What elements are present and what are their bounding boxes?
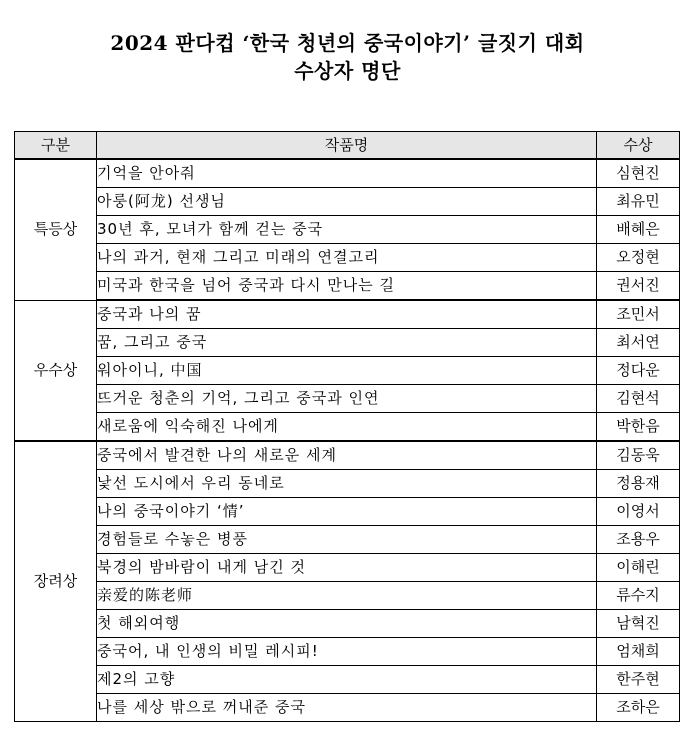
table-row [15, 188, 680, 216]
table-row [15, 272, 680, 301]
table-header-row [15, 132, 680, 160]
work-title-cell: 미국과 한국을 넘어 중국과 다시 만나는 길 [97, 272, 597, 301]
table-row [15, 554, 680, 582]
winner-name-cell: 권서진 [597, 272, 680, 301]
table-row [15, 441, 680, 470]
winner-name-cell: 최유민 [597, 188, 680, 216]
winner-name-cell: 엄채희 [597, 638, 680, 666]
work-title-cell: 뜨거운 청춘의 기억, 그리고 중국과 인연 [97, 385, 597, 413]
table-row [15, 329, 680, 357]
winner-name-cell: 김동욱 [597, 441, 680, 470]
winner-name-cell: 이영서 [597, 498, 680, 526]
document-title-line1: 2024 판다컵 ‘한국 청년의 중국이야기’ 글짓기 대회 [110, 31, 585, 55]
winner-name-cell: 정다운 [597, 357, 680, 385]
table-row [15, 666, 680, 694]
table-row [15, 300, 680, 329]
header-winner: 수상 [597, 132, 680, 160]
winner-name-cell: 김현석 [597, 385, 680, 413]
table-row [15, 470, 680, 498]
table-row [15, 526, 680, 554]
header-work: 작품명 [97, 132, 597, 160]
winner-name-cell: 오정현 [597, 244, 680, 272]
table-row [15, 159, 680, 188]
winner-name-cell: 심현진 [597, 159, 680, 188]
work-title-cell: 아룽(阿龙) 선생님 [97, 188, 597, 216]
work-title-cell: 새로움에 익숙해진 나에게 [97, 413, 597, 442]
winners-table [14, 131, 680, 722]
category-cell: 특등상 [15, 159, 97, 300]
work-title-cell: 꿈, 그리고 중국 [97, 329, 597, 357]
table-row [15, 610, 680, 638]
winner-name-cell: 이해린 [597, 554, 680, 582]
work-title-cell: 제2의 고향 [97, 666, 597, 694]
work-title-cell: 기억을 안아줘 [97, 159, 597, 188]
winner-name-cell: 류수지 [597, 582, 680, 610]
winner-name-cell: 최서연 [597, 329, 680, 357]
work-title-cell: 亲爱的陈老师 [97, 582, 597, 610]
work-title-cell: 낯선 도시에서 우리 동네로 [97, 470, 597, 498]
work-title-cell: 워아이니, 中国 [97, 357, 597, 385]
winner-name-cell: 조민서 [597, 300, 680, 329]
category-cell: 장려상 [15, 441, 97, 722]
work-title-cell: 나의 과거, 현재 그리고 미래의 연결고리 [97, 244, 597, 272]
work-title-cell: 북경의 밤바람이 내게 남긴 것 [97, 554, 597, 582]
table-row [15, 216, 680, 244]
table-row [15, 638, 680, 666]
document-title-line2: 수상자 명단 [294, 59, 401, 83]
winner-name-cell: 박한음 [597, 413, 680, 442]
work-title-cell: 나의 중국이야기 ‘情’ [97, 498, 597, 526]
work-title-cell: 중국과 나의 꿈 [97, 300, 597, 329]
table-row [15, 498, 680, 526]
winner-name-cell: 조용우 [597, 526, 680, 554]
work-title-cell: 나를 세상 밖으로 꺼내준 중국 [97, 694, 597, 722]
winner-name-cell: 한주현 [597, 666, 680, 694]
header-category: 구분 [15, 132, 97, 160]
work-title-cell: 중국에서 발견한 나의 새로운 세계 [97, 441, 597, 470]
winner-name-cell: 남혁진 [597, 610, 680, 638]
category-cell: 우수상 [15, 300, 97, 441]
work-title-cell: 경험들로 수놓은 병풍 [97, 526, 597, 554]
winner-name-cell: 조하은 [597, 694, 680, 722]
table-row [15, 582, 680, 610]
table-row [15, 413, 680, 442]
work-title-cell: 30년 후, 모녀가 함께 걷는 중국 [97, 216, 597, 244]
table-row [15, 244, 680, 272]
winner-name-cell: 정용재 [597, 470, 680, 498]
table-row [15, 357, 680, 385]
table-row [15, 385, 680, 413]
work-title-cell: 중국어, 내 인생의 비밀 레시피! [97, 638, 597, 666]
work-title-cell: 첫 해외여행 [97, 610, 597, 638]
table-body [15, 159, 680, 722]
table-row [15, 694, 680, 722]
winner-name-cell: 배혜은 [597, 216, 680, 244]
